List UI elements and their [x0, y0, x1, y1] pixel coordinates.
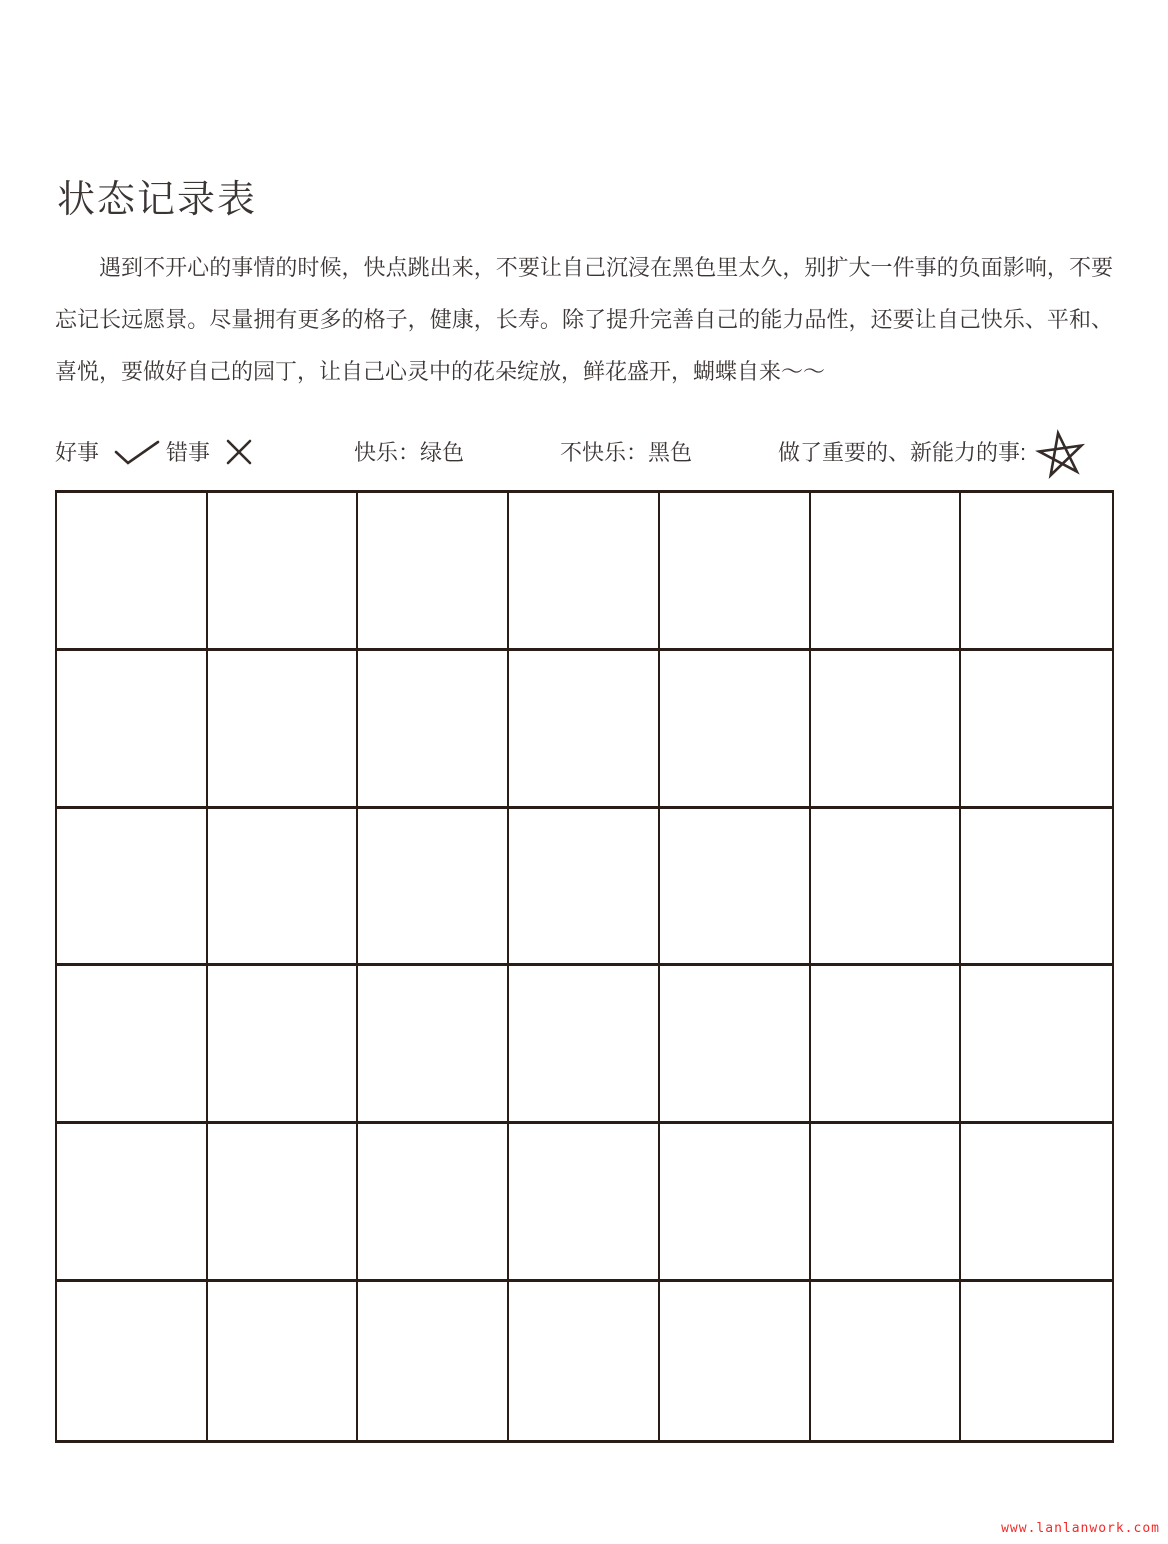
grid-cell — [660, 651, 811, 809]
watermark-text: www.lanlanwork.com — [1001, 1521, 1160, 1536]
grid-cell — [57, 493, 208, 651]
grid-cell — [208, 493, 359, 651]
grid-cell — [57, 651, 208, 809]
record-grid — [55, 490, 1114, 1443]
grid-cell — [660, 493, 811, 651]
grid-cell — [811, 1124, 962, 1282]
grid-cell — [208, 1124, 359, 1282]
x-icon — [224, 438, 254, 466]
legend-item-happy — [354, 425, 464, 477]
grid-cell — [509, 651, 660, 809]
grid-cell — [358, 966, 509, 1124]
grid-cell — [961, 493, 1112, 651]
grid-cell — [57, 966, 208, 1124]
legend-good-label: 好事 — [55, 439, 100, 465]
check-icon — [113, 439, 161, 467]
grid-cell — [811, 651, 962, 809]
grid-cell — [811, 1282, 962, 1440]
grid-cell — [660, 1124, 811, 1282]
grid-cell — [57, 1282, 208, 1440]
legend-unhappy-label: 不快乐：黑色 — [560, 439, 693, 465]
grid-cell — [358, 1282, 509, 1440]
grid-cell — [961, 651, 1112, 809]
grid-cell — [811, 493, 962, 651]
grid-cell — [358, 809, 509, 967]
legend-item-unhappy — [560, 425, 692, 477]
grid-cell — [208, 1282, 359, 1440]
grid-cell — [961, 1124, 1112, 1282]
grid-cell — [811, 966, 962, 1124]
grid-cell — [660, 1282, 811, 1440]
grid-cell — [57, 1124, 208, 1282]
grid-cell — [208, 809, 359, 967]
page-title: 状态记录表 — [57, 179, 258, 221]
grid-cell — [509, 809, 660, 967]
legend-important-label: 做了重要的、新能力的事: — [778, 439, 1027, 465]
grid-cell — [509, 1124, 660, 1282]
grid-cell — [509, 493, 660, 651]
grid-cell — [961, 809, 1112, 967]
grid-cell — [509, 966, 660, 1124]
grid-cell — [358, 1124, 509, 1282]
grid-cell — [961, 966, 1112, 1124]
grid-cell — [208, 651, 359, 809]
grid-cell — [509, 1282, 660, 1440]
grid-cell — [660, 809, 811, 967]
legend-happy-label: 快乐：绿色 — [354, 439, 465, 465]
legend-item-wrong — [166, 425, 254, 477]
star-icon — [1036, 429, 1086, 479]
grid-cell — [208, 966, 359, 1124]
grid-cell — [358, 651, 509, 809]
grid-cell — [358, 493, 509, 651]
intro-paragraph: 遇到不开心的事情的时候，快点跳出来，不要让自己沉浸在黑色里太久，别扩大一件事的负面影响，不要忘记长远愿景。尽量拥有更多的格子，健康，长寿。除了提升完善自己的能力品性，还要让自己快乐、平和、喜悦，要做好自己的园丁，让自己心灵中的花朵绽放，鲜花盛开，蝴蝶自来～～ — [55, 255, 1113, 384]
grid-cell — [57, 809, 208, 967]
legend-row — [0, 425, 1168, 477]
grid-cell — [660, 966, 811, 1124]
legend-item-important — [778, 425, 1086, 477]
legend-wrong-label: 错事 — [166, 439, 211, 465]
grid-cell — [961, 1282, 1112, 1440]
legend-item-good — [55, 425, 161, 477]
grid-cell — [811, 809, 962, 967]
